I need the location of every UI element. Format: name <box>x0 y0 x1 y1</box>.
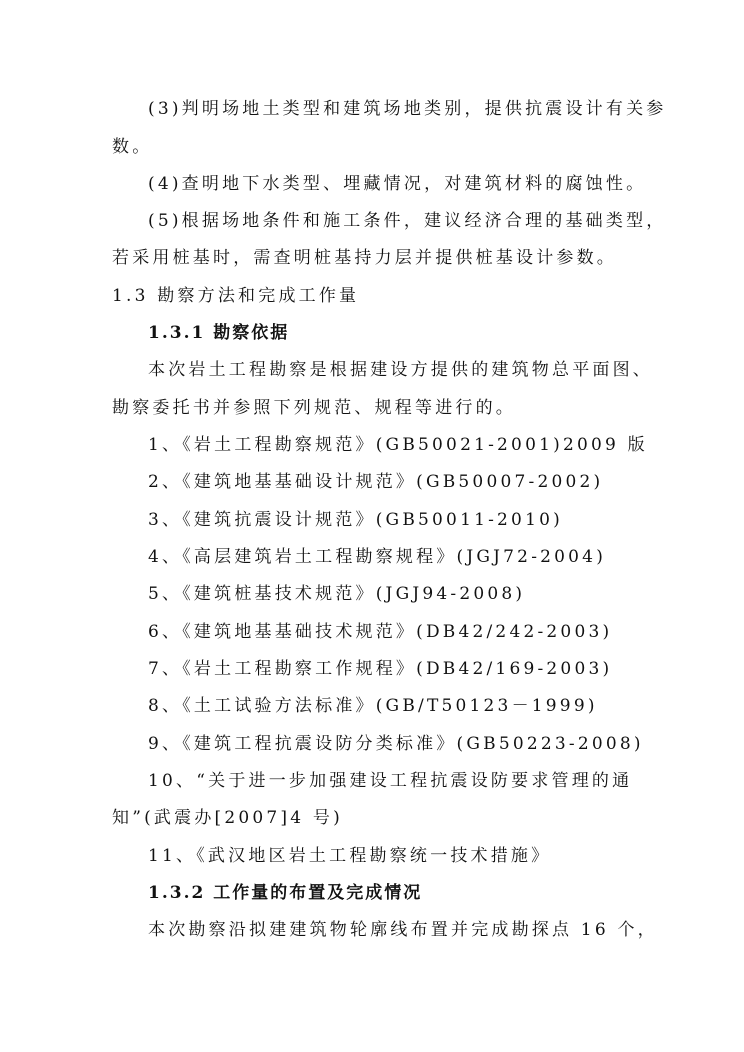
paragraph-line: 5、《建筑桩基技术规范》(JGJ94-2008) <box>148 584 526 604</box>
paragraph-line: 知”(武震办[2007]4 号) <box>112 808 343 828</box>
section-heading: 1.3.1 勘察依据 <box>148 323 290 343</box>
paragraph-line: 11、《武汉地区岩土工程勘察统一技术措施》 <box>148 846 552 866</box>
paragraph-line: 数。 <box>112 137 153 157</box>
paragraph-line: 本次勘察沿拟建建筑物轮廓线布置并完成勘探点 16 个， <box>148 920 658 940</box>
paragraph-line: 本次岩土工程勘察是根据建设方提供的建筑物总平面图、 <box>148 360 653 380</box>
paragraph-line: 10、“关于进一步加强建设工程抗震设防要求管理的通 <box>148 771 633 791</box>
section-heading: 1.3.2 工作量的布置及完成情况 <box>148 883 423 903</box>
paragraph-line: (5)根据场地条件和施工条件，建议经济合理的基础类型， <box>148 211 667 231</box>
paragraph-line: 6、《建筑地基基础技术规范》(DB42/242-2003) <box>148 622 613 642</box>
paragraph-line: 若采用桩基时，需查明桩基持力层并提供桩基设计参数。 <box>112 248 617 268</box>
paragraph-line: 1、《岩土工程勘察规范》(GB50021-2001)2009 版 <box>148 435 648 455</box>
paragraph-line: (3)判明场地土类型和建筑场地类别，提供抗震设计有关参 <box>148 99 667 119</box>
paragraph-line: 7、《岩土工程勘察工作规程》(DB42/169-2003) <box>148 659 613 679</box>
paragraph-line: 8、《土工试验方法标准》(GB/T50123－1999) <box>148 696 598 716</box>
paragraph-line: 9、《建筑工程抗震设防分类标准》(GB50223-2008) <box>148 734 644 754</box>
paragraph-line: 勘察委托书并参照下列规范、规程等进行的。 <box>112 398 516 418</box>
paragraph-line: (4)查明地下水类型、埋藏情况，对建筑材料的腐蚀性。 <box>148 174 647 194</box>
paragraph-line: 3、《建筑抗震设计规范》(GB50011-2010) <box>148 510 563 530</box>
paragraph-line: 1.3 勘察方法和完成工作量 <box>112 286 360 306</box>
paragraph-line: 2、《建筑地基基础设计规范》(GB50007-2002) <box>148 472 604 492</box>
paragraph-line: 4、《高层建筑岩土工程勘察规程》(JGJ72-2004) <box>148 547 607 567</box>
